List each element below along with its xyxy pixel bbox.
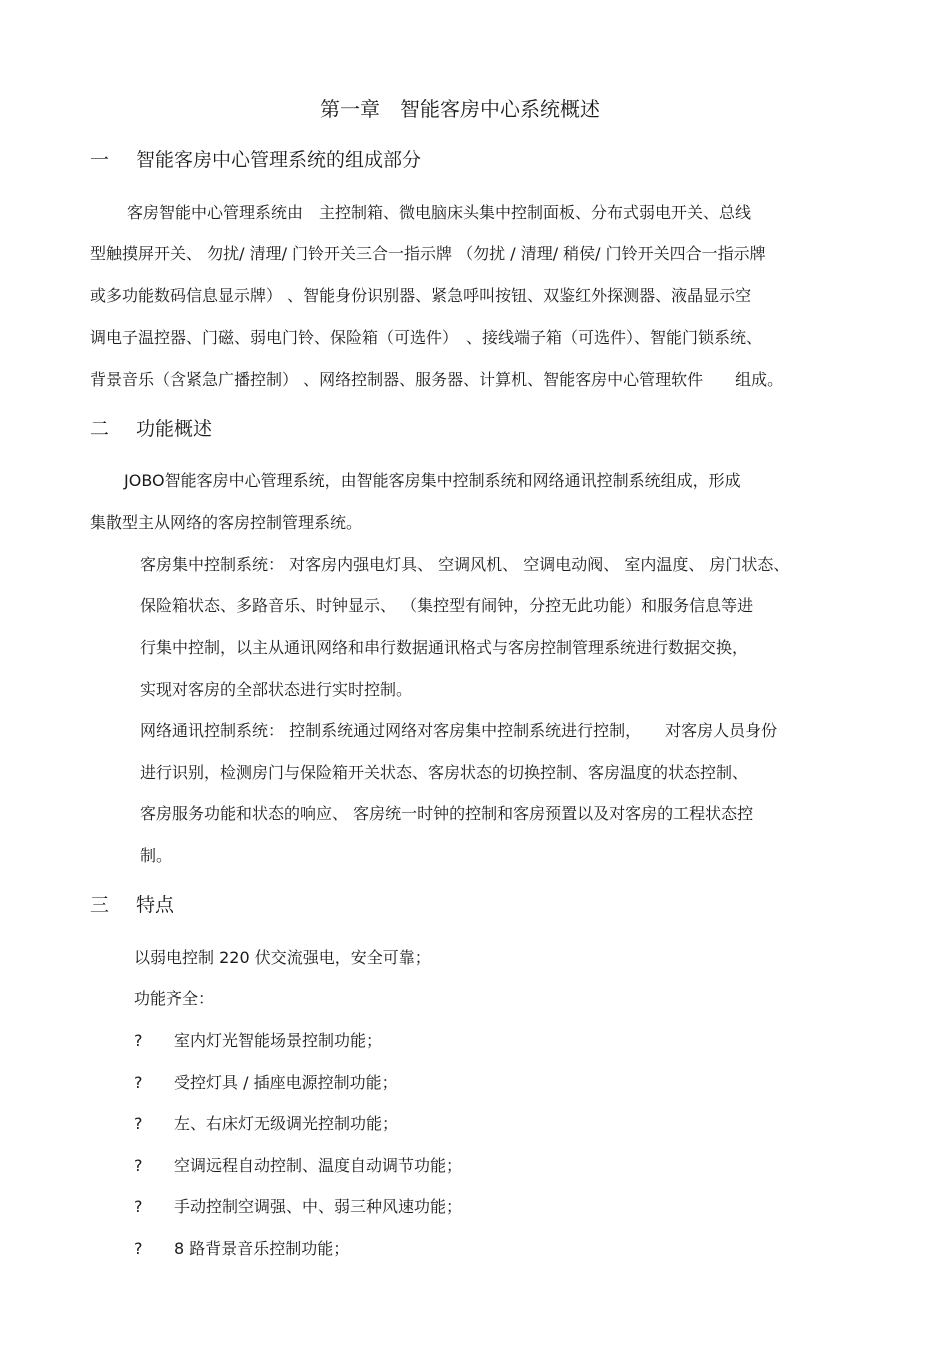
paragraph-line: 行集中控制，以主从通讯网络和串行数据通讯格式与客房控制管理系统进行数据交换， xyxy=(140,638,749,657)
paragraph-line: 型触摸屏开关、 勿扰/ 清理/ 门铃开关三合一指示牌 （勿扰 / 清理/ 稍侯/ 门铃开关四合一指示牌 xyxy=(90,244,766,263)
feature-text: 8 路背景音乐控制功能； xyxy=(174,1239,350,1258)
paragraph-line: 客房智能中心管理系统由 主控制箱、微电脑床头集中控制面板、分布式弱电开关、总线 xyxy=(127,203,752,222)
section-number: 一 xyxy=(90,149,110,171)
feature-text: 空调远程自动控制、温度自动调节功能； xyxy=(174,1156,463,1175)
feature-list-item xyxy=(134,1156,462,1176)
bullet-mark: ? xyxy=(134,1031,143,1050)
feature-text: 室内灯光智能场景控制功能； xyxy=(174,1031,383,1050)
chapter-title: 第一章 智能客房中心系统概述 xyxy=(320,97,600,121)
section-heading-2 xyxy=(90,417,212,441)
feature-list-item xyxy=(134,1031,382,1051)
bullet-mark: ? xyxy=(134,1114,143,1133)
paragraph-line: 客房服务功能和状态的响应、 客房统一时钟的控制和客房预置以及对客房的工程状态控 xyxy=(140,804,754,823)
bullet-mark: ? xyxy=(134,1197,143,1216)
paragraph-line: JOBO智能客房中心管理系统，由智能客房集中控制系统和网络通讯控制系统组成，形成 xyxy=(124,471,741,490)
section-title: 特点 xyxy=(136,894,175,916)
paragraph-line: 背景音乐（含紧急广播控制） 、网络控制器、服务器、计算机、智能客房中心管理软件 组成。 xyxy=(90,370,784,389)
section-heading-1 xyxy=(90,148,421,172)
section-number: 二 xyxy=(90,418,110,440)
bullet-mark: ? xyxy=(134,1156,143,1175)
bullet-mark: ? xyxy=(134,1239,143,1258)
feature-text: 受控灯具 / 插座电源控制功能； xyxy=(174,1073,398,1092)
feature-list-item xyxy=(134,1073,398,1093)
paragraph-line: 客房集中控制系统： 对客房内强电灯具、 空调风机、 空调电动阀、 室内温度、 房门状态、 xyxy=(140,555,790,574)
section-title: 智能客房中心管理系统的组成部分 xyxy=(136,149,422,171)
paragraph-line: 制。 xyxy=(140,846,173,865)
paragraph-line: 实现对客房的全部状态进行实时控制。 xyxy=(140,680,413,699)
paragraph-line: 功能齐全： xyxy=(134,989,215,1008)
bullet-mark: ? xyxy=(134,1073,143,1092)
paragraph-line: 集散型主从网络的客房控制管理系统。 xyxy=(90,513,363,532)
feature-list-item xyxy=(134,1114,398,1134)
feature-text: 左、右床灯无级调光控制功能； xyxy=(174,1114,399,1133)
paragraph-line: 网络通讯控制系统： 控制系统通过网络对客房集中控制系统进行控制， 对客房人员身份 xyxy=(140,721,778,740)
paragraph-line: 或多功能数码信息显示牌） 、智能身份识别器、紧急呼叫按钮、双鉴红外探测器、液晶显示空 xyxy=(90,286,752,305)
feature-list-item xyxy=(134,1197,462,1217)
section-number: 三 xyxy=(90,894,110,916)
paragraph-line: 以弱电控制 220 伏交流强电，安全可靠； xyxy=(134,948,431,967)
paragraph-line: 调电子温控器、门磁、弱电门铃、保险箱（可选件） 、接线端子箱（可选件）、智能门锁系统、 xyxy=(90,328,763,347)
feature-text: 手动控制空调强、中、弱三种风速功能； xyxy=(174,1197,463,1216)
paragraph-line: 保险箱状态、多路音乐、时钟显示、 （集控型有闹钟，分控无此功能）和服务信息等进 xyxy=(140,596,754,615)
section-heading-3 xyxy=(90,893,174,917)
section-title: 功能概述 xyxy=(136,418,213,440)
feature-list-item xyxy=(134,1239,349,1259)
paragraph-line: 进行识别，检测房门与保险箱开关状态、客房状态的切换控制、客房温度的状态控制、 xyxy=(140,763,749,782)
